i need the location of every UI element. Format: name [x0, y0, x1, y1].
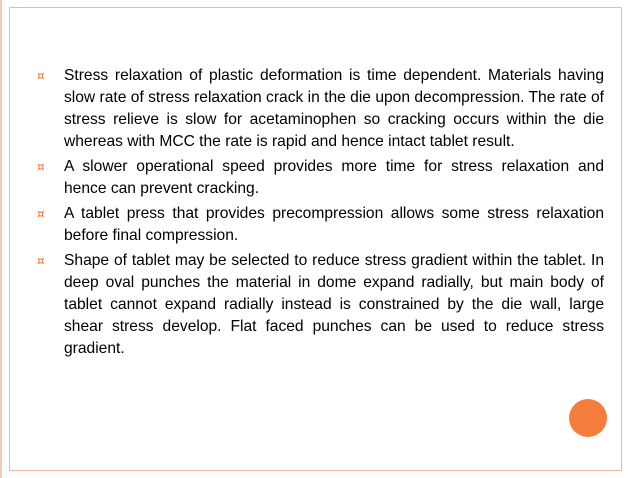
- bullet-text: Shape of tablet may be selected to reduce stress gradient within the tablet. In deep oval punches the material in dome expand radially, but main body of tablet cannot expand radially instead is constrained by the die wall, large shear stress develop. Flat faced punches can be used to reduce stress gradient.: [64, 252, 604, 357]
- bullet-text: A slower operational speed provides more time for stress relaxation and hence can prevent cracking.: [64, 158, 604, 197]
- bullet-item-1: [37, 65, 604, 153]
- bullet-text: Stress relaxation of plastic deformation is time dependent. Materials having slow rate of stress relaxation crack in the die upon decompression. The rate of stress relieve is slow for acetaminophen so cracking occurs within the die whereas with MCC the rate is rapid and hence intact tablet result.: [64, 67, 604, 150]
- bullet-icon: ¤: [37, 254, 45, 268]
- slide-left-accent-border: [0, 0, 2, 478]
- bullet-icon: ¤: [37, 69, 45, 83]
- bullet-item-2: [37, 156, 604, 200]
- bullet-item-4: [37, 250, 604, 360]
- bullet-icon: ¤: [37, 160, 45, 174]
- bullet-text: A tablet press that provides precompression allows some stress relaxation before final compression.: [64, 205, 604, 244]
- decorative-circle-icon: [569, 399, 607, 437]
- bullet-icon: ¤: [37, 207, 45, 221]
- bullet-item-3: [37, 203, 604, 247]
- bullet-list: [37, 65, 604, 363]
